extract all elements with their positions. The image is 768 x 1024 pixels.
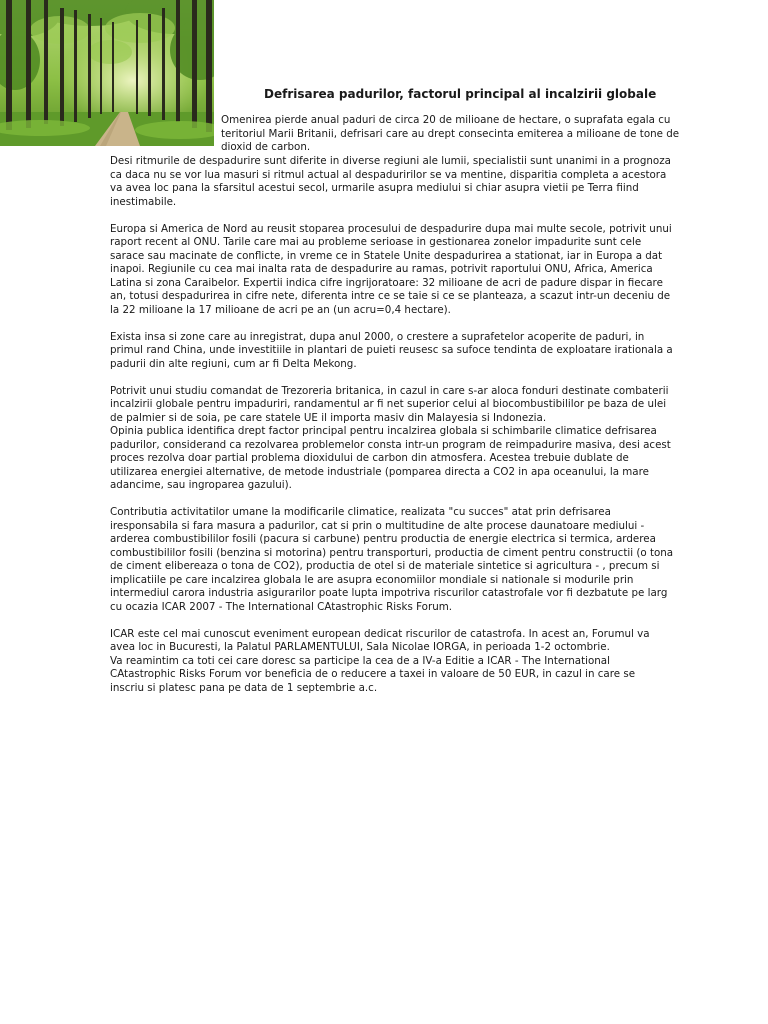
text-line: CAtastrophic Risks Forum vor beneficia de o reducere a taxei in valoare de 50 EUR, in cazul in care se — [110, 668, 636, 680]
text-line: ca daca nu se vor lua masuri si ritmul actual al despaduririlor se va mentine, disparitia completa a acestora — [110, 168, 667, 181]
text-line: arderea combustibililor fosili (pacura si carbune) pentru productia de energie electrica si termica, arderea — [110, 533, 656, 545]
text-line: Exista insa si zone care au inregistrat, dupa anul 2000, o crestere a suprafetelor acoperite de paduri, in — [110, 330, 645, 343]
paragraph-6 — [110, 628, 718, 696]
text-line: incalzirii globale pentru impaduriri, randamentul ar fi net superior celui al biocombustibililor pe baza de ulei — [110, 398, 667, 410]
text-line: ICAR este cel mai cunoscut eveniment european dedicat riscurilor de catastrofa. In acest an, Forumul va — [110, 627, 650, 640]
text-line: de palmier si de soia, pe care statele UE il importa masiv din Malayesia si Indonezia. — [110, 411, 547, 424]
intro-line: teritoriul Marii Britanii, defrisari care au drept consecinta emiterea a milioane de tone de — [221, 127, 680, 140]
paragraph-3 — [110, 331, 718, 372]
text-line: va avea loc pana la sfarsitul acestui secol, urmarile asupra mediului si chiar asupra vietii pe Terra fiind — [110, 182, 639, 194]
text-line: implicatiile pe care incalzirea globala le are asupra economiilor mondiale si nationale si modurile prin — [110, 573, 634, 586]
text-line: proces rezolva doar partial problema dioxidului de carbon din atmosfera. Acestea trebuie dublate de — [110, 452, 629, 464]
intro-line: Omenirea pierde anual paduri de circa 20 de milioane de hectare, o suprafata egala cu — [221, 114, 671, 126]
text-line: inapoi. Regiunile cu cea mai inalta rata de despadurire au ramas, potrivit raportului ONU, Africa, America — [110, 263, 653, 275]
article-body — [110, 155, 718, 709]
text-line: inestimabile. — [110, 195, 177, 208]
text-line: Opinia publica identifica drept factor principal pentru incalzirea globala si schimbarile climatice defrisarea — [110, 425, 657, 437]
text-line: de ciment elibereaza o tona de CO2), productia de otel si de materiale sintetice si agricultura - , precum si — [110, 560, 660, 572]
text-line: Contributia activitatilor umane la modificarile climatice, realizata "cu succes" atat prin defrisarea — [110, 506, 611, 518]
text-line: Desi ritmurile de despadurire sunt diferite in diverse regiuni ale lumii, specialistii sunt unanimi in a prognoza — [110, 155, 671, 167]
text-line: intermediul carora industria asigurarilor poate lupta impotriva riscurilor catastrofale vor fi dezbatute pe larg — [110, 587, 668, 599]
text-line: iresponsabila si fara masura a padurilor, cat si prin o multitudine de alte procese daunatoare mediului - — [110, 519, 645, 532]
paragraph-1 — [110, 155, 718, 209]
text-line: Europa si America de Nord au reusit stoparea procesului de despadurire dupa mai multe secole, potrivit unui — [110, 222, 672, 235]
text-line: padurii din alte regiuni, cum ar fi Delta Mekong. — [110, 357, 357, 370]
text-line: adancime, sau ingroparea gazului). — [110, 479, 292, 491]
text-line: avea loc in Bucuresti, la Palatul PARLAMENTULUI, Sala Nicolae IORGA, in perioada 1-2 octombrie. — [110, 641, 610, 653]
text-line: inscriu si platesc pana pe data de 1 septembrie a.c. — [110, 681, 378, 694]
text-line: Potrivit unui studiu comandat de Trezoreria britanica, in cazul in care s-ar aloca fonduri destinate combaterii — [110, 384, 669, 397]
paragraph-4 — [110, 385, 718, 493]
text-line: primul rand China, unde investitiile in plantari de puieti reusesc sa sufoce tendinta de exploatare irationala a — [110, 344, 673, 356]
paragraph-2 — [110, 223, 718, 318]
article-intro — [221, 114, 721, 155]
article-title: Defrisarea padurilor, factorul principal al incalzirii globale — [264, 87, 657, 101]
text-line: combustibililor fosili (benzina si motorina) pentru transporturi, productia de ciment pentru constructii (o tona — [110, 546, 674, 559]
text-line: la 22 milioane la 17 milioane de acri pe an (un acru=0,4 hectare). — [110, 303, 451, 316]
paragraph-5 — [110, 506, 718, 614]
text-line: an, totusi despadurirea in cifre nete, diferenta intre ce se taie si ce se planteaza, a scazut intr-un deceniu de — [110, 290, 671, 302]
text-line: padurilor, considerand ca rezolvarea problemelor consta intr-un program de reimpadurire masiva, desi acest — [110, 438, 671, 451]
text-line: Va reamintim ca toti cei care doresc sa participe la cea de a IV-a Editie a ICAR - The International — [110, 654, 610, 667]
text-line: Latina si zona Caraibelor. Expertii indica cifre ingrijoratoare: 32 milioane de acri de padure dispar in fiecare — [110, 276, 663, 289]
text-line: sarace sau macinate de conflicte, in vreme ce in Statele Unite despadurirea a stationat, iar in Europa a dat — [110, 249, 663, 262]
text-line: utilizarea energiei alternative, de metode industriale (pomparea directa a CO2 in apa oceanului, la mare — [110, 465, 649, 478]
text-line: raport recent al ONU. Tarile care mai au probleme serioase in gestionarea zonelor impadurite sunt cele — [110, 236, 642, 248]
forest-road-photo — [0, 0, 214, 146]
intro-line: dioxid de carbon. — [221, 141, 311, 153]
text-line: cu ocazia ICAR 2007 - The International CAtastrophic Risks Forum. — [110, 600, 453, 613]
